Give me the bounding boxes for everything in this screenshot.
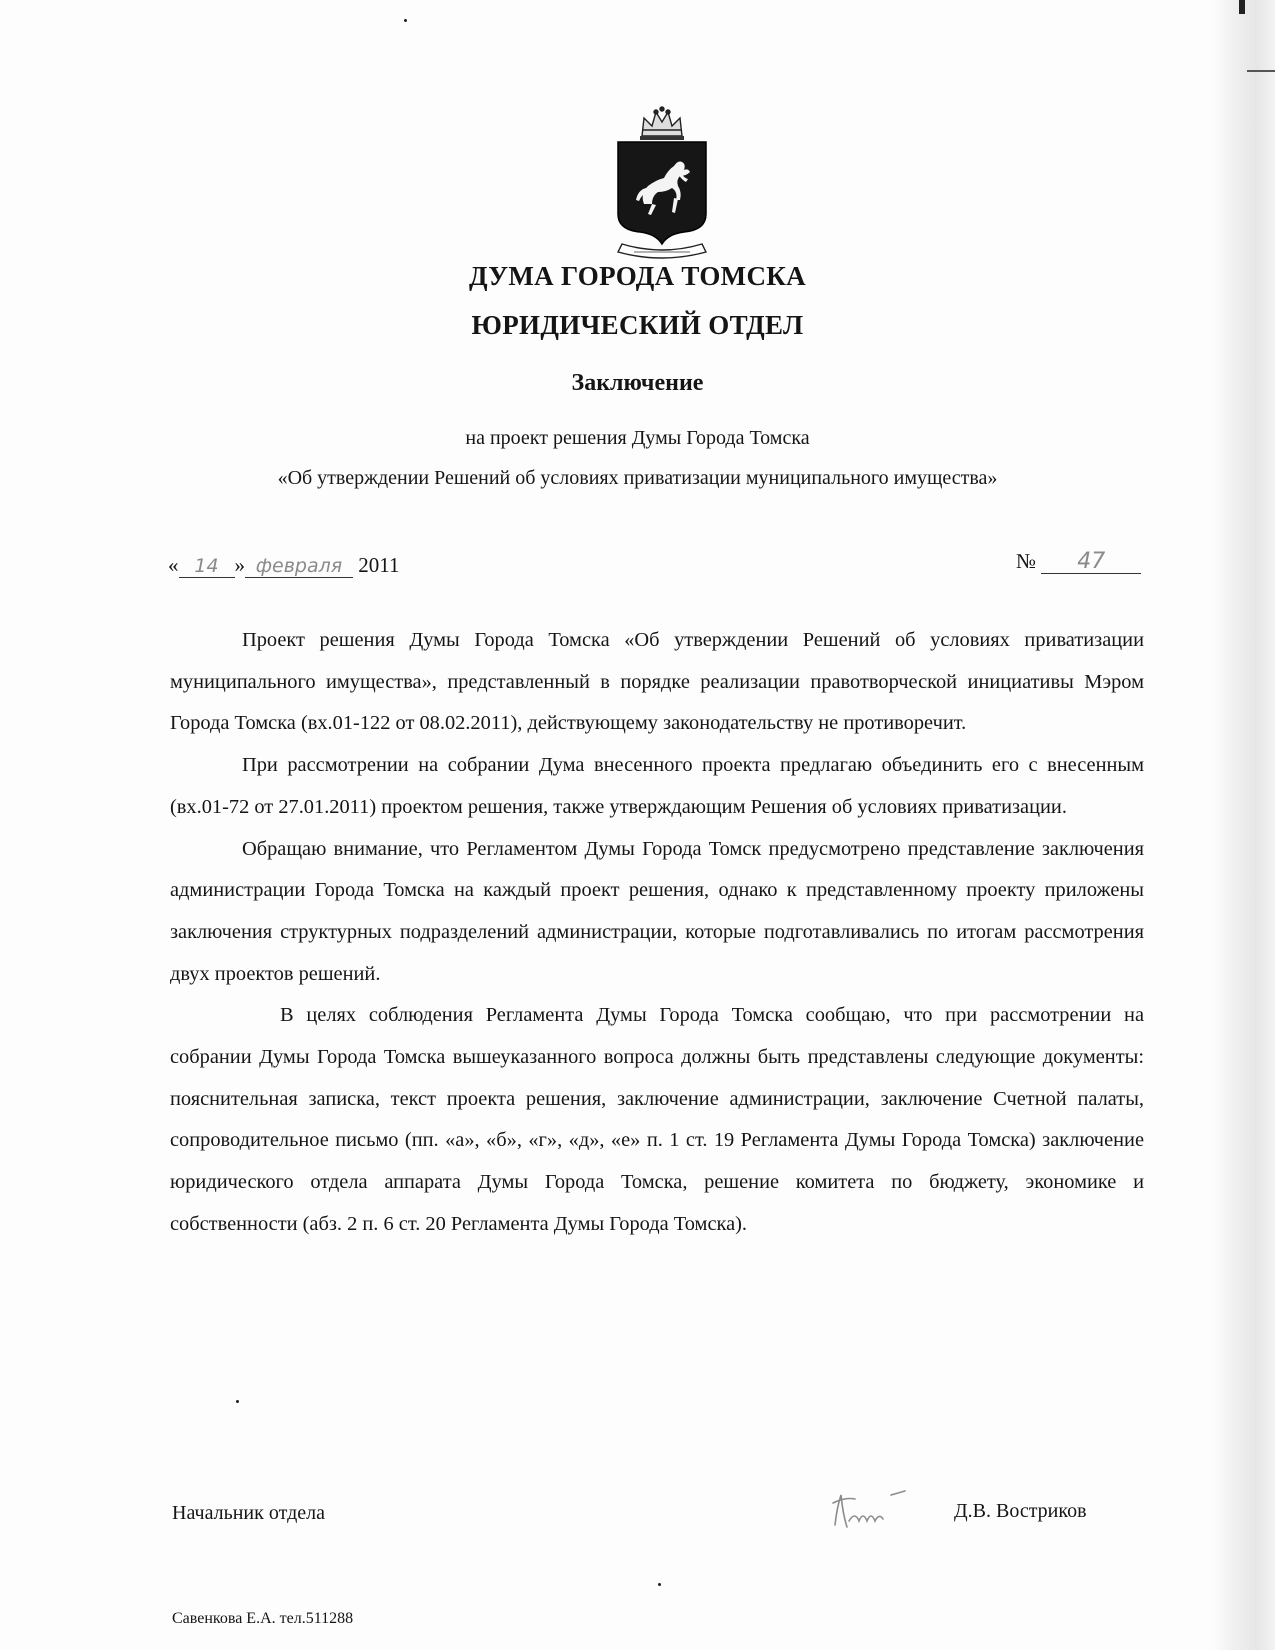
- document-body: [170, 620, 1144, 1246]
- handwritten-signature: [825, 1485, 935, 1535]
- number-value: 47: [1041, 551, 1141, 574]
- scan-dot: [236, 1400, 239, 1403]
- date-day: 14: [179, 555, 235, 578]
- scan-dot: [404, 19, 407, 22]
- number-label: №: [1016, 549, 1037, 573]
- subtitle-line-1: на проект решения Думы Города Томска: [465, 427, 810, 449]
- subtitle-line-2: «Об утверждении Решений об условиях приватизации муниципального имущества»: [277, 467, 998, 489]
- signer-title: Начальник отдела: [172, 1502, 325, 1524]
- paragraph-3: Обращаю внимание, что Регламентом Думы Города Томск предусмотрено представление заключения администрации Города Томска на каждый проект решения, однако к представленному проекту приложены заключения структурных подразделений администрации, которые подготавливались по итогам рассмотрения двух проектов решений.: [170, 837, 1144, 985]
- paragraph-4: В целях соблюдения Регламента Думы Города Томска сообщаю, что при рассмотрении на собрании Думы Города Томска вышеуказанного вопроса должны быть представлены следующие документы: пояснительная записка, текст проекта решения, заключение администрации, заключение Счетной палаты, сопроводительное письмо (пп. «а», «б», «г», «д», «е» п. 1 ст. 19 Регламента Думы Города Томска) заключение юридического отдела аппарата Думы Города Томска, решение комитета по бюджету, экономике и собственности (абз. 2 п. 6 ст. 20 Регламента Думы Города Томска).: [170, 1004, 1144, 1235]
- date-year: 2011: [358, 553, 400, 577]
- department-title: ЮРИДИЧЕСКИЙ ОТДЕЛ: [471, 310, 804, 340]
- scan-edge: [1213, 0, 1275, 1650]
- document-number: [1016, 549, 1141, 574]
- organization-title: ДУМА ГОРОДА ТОМСКА: [469, 261, 806, 291]
- contact-info: Савенкова Е.А. тел.511288: [172, 1610, 354, 1627]
- document-date: [168, 553, 399, 578]
- signer-name: Д.В. Востриков: [954, 1500, 1087, 1522]
- date-close-quote: »: [234, 553, 245, 577]
- date-open-quote: «: [168, 553, 179, 577]
- tomsk-coat-of-arms-icon: [612, 106, 712, 264]
- scan-dot: [658, 1583, 661, 1586]
- paragraph-2: При рассмотрении на собрании Дума внесенного проекта предлагаю объединить его с внесенным (вх.01-72 от 27.01.2011) проектом решения, также утверждающим Решения об условиях приватизации.: [170, 754, 1144, 818]
- document-type-title: Заключение: [571, 370, 704, 396]
- paragraph-1: Проект решения Думы Города Томска «Об утверждении Решений об условиях приватизации муниципального имущества», представленный в порядке реализации правотворческой инициативы Мэром Города Томска (вх.01-122 от 08.02.2011), действующему законодательству не противоречит.: [170, 629, 1144, 735]
- date-month: февраля: [245, 555, 353, 578]
